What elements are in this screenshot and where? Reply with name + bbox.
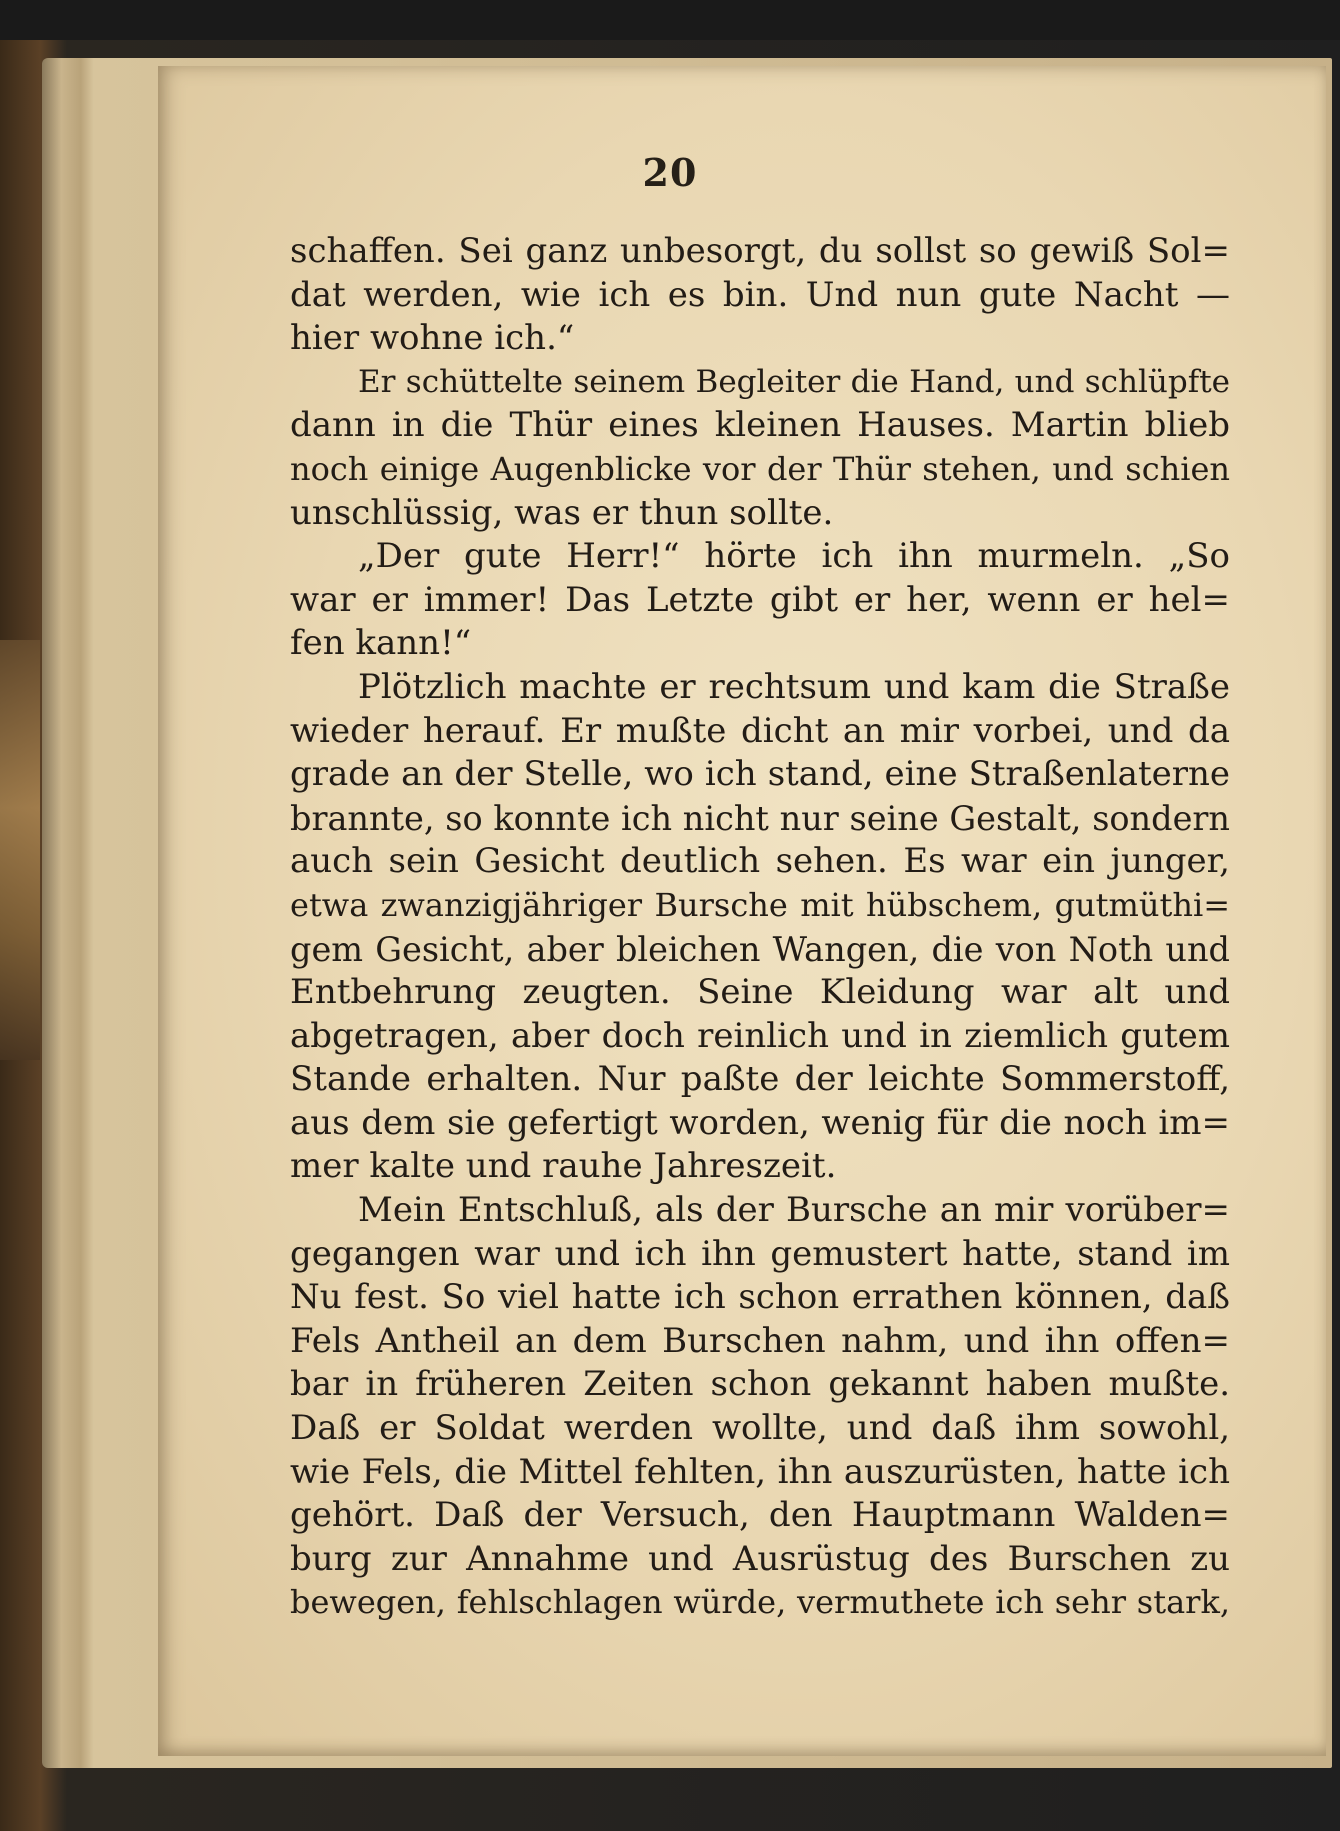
- text-line: bar in früheren Zeiten schon gekannt haben mußte.: [290, 1364, 1230, 1405]
- text-line: war er immer! Das Letzte gibt er her, wenn er hel=: [290, 579, 1230, 620]
- text-line: grade an der Stelle, wo ich stand, eine Straßenlaterne: [290, 754, 1230, 795]
- text-line: „Der gute Herr!“ hörte ich ihn murmeln. „So: [358, 536, 1230, 577]
- page-number: 20: [642, 150, 698, 195]
- text-line: unschlüssig, was er thun sollte.: [290, 492, 834, 533]
- text-line: burg zur Annahme und Ausrüstug des Burschen zu: [290, 1538, 1230, 1579]
- text-line: dat werden, wie ich es bin. Und nun gute Nacht —: [290, 274, 1230, 315]
- text-line: Fels Antheil an dem Burschen nahm, und ihn offen=: [290, 1320, 1230, 1361]
- text-line: aus dem sie gefertigt worden, wenig für die noch im=: [290, 1102, 1230, 1143]
- text-line: Entbehrung zeugten. Seine Kleidung war alt und: [290, 972, 1230, 1013]
- text-line: brannte, so konnte ich nicht nur seine Gestalt, sondern: [290, 798, 1230, 838]
- body-text: [290, 230, 1230, 1625]
- text-line: gehört. Daß der Versuch, den Hauptmann Walden=: [290, 1495, 1230, 1536]
- cover-wear-stain: [0, 640, 40, 1060]
- text-line: hier wohne ich.“: [290, 318, 575, 359]
- text-line: gem Gesicht, aber bleichen Wangen, die von Noth und: [290, 929, 1230, 969]
- text-line: noch einige Augenblicke vor der Thür stehen, und schien: [290, 449, 1230, 488]
- text-line: Daß er Soldat werden wollte, und daß ihm sowohl,: [290, 1408, 1230, 1449]
- text-line: Stande erhalten. Nur paßte der leichte Sommerstoff,: [290, 1059, 1230, 1100]
- text-line: etwa zwanzigjähriger Bursche mit hübschem, gutmüthi=: [290, 885, 1230, 924]
- text-line: mer kalte und rauhe Jahreszeit.: [290, 1146, 837, 1187]
- text-line: wieder herauf. Er mußte dicht an mir vorbei, und da: [290, 710, 1230, 751]
- text-line: gegangen war und ich ihn gemustert hatte, stand im: [290, 1233, 1230, 1274]
- text-line: Er schüttelte seinem Begleiter die Hand, und schlüpfte: [358, 363, 1230, 400]
- text-line: bewegen, fehlschlagen würde, vermuthete ich sehr stark,: [290, 1583, 1230, 1622]
- text-line: auch sein Gesicht deutlich sehen. Es war ein junger,: [290, 841, 1230, 882]
- text-line: schaffen. Sei ganz unbesorgt, du sollst so gewiß Sol=: [290, 231, 1230, 271]
- text-line: dann in die Thür eines kleinen Hauses. Martin blieb: [290, 405, 1230, 446]
- text-line: wie Fels, die Mittel fehlten, ihn auszurüsten, hatte ich: [290, 1451, 1230, 1492]
- text-line: Nu fest. So viel hatte ich schon errathen können, daß: [290, 1277, 1230, 1318]
- text-line: Mein Entschluß, als der Bursche an mir vorüber=: [358, 1190, 1230, 1231]
- text-line: abgetragen, aber doch reinlich und in ziemlich gutem: [290, 1015, 1230, 1056]
- text-line: Plötzlich machte er rechtsum und kam die Straße: [358, 666, 1230, 707]
- text-line: fen kann!“: [290, 623, 472, 664]
